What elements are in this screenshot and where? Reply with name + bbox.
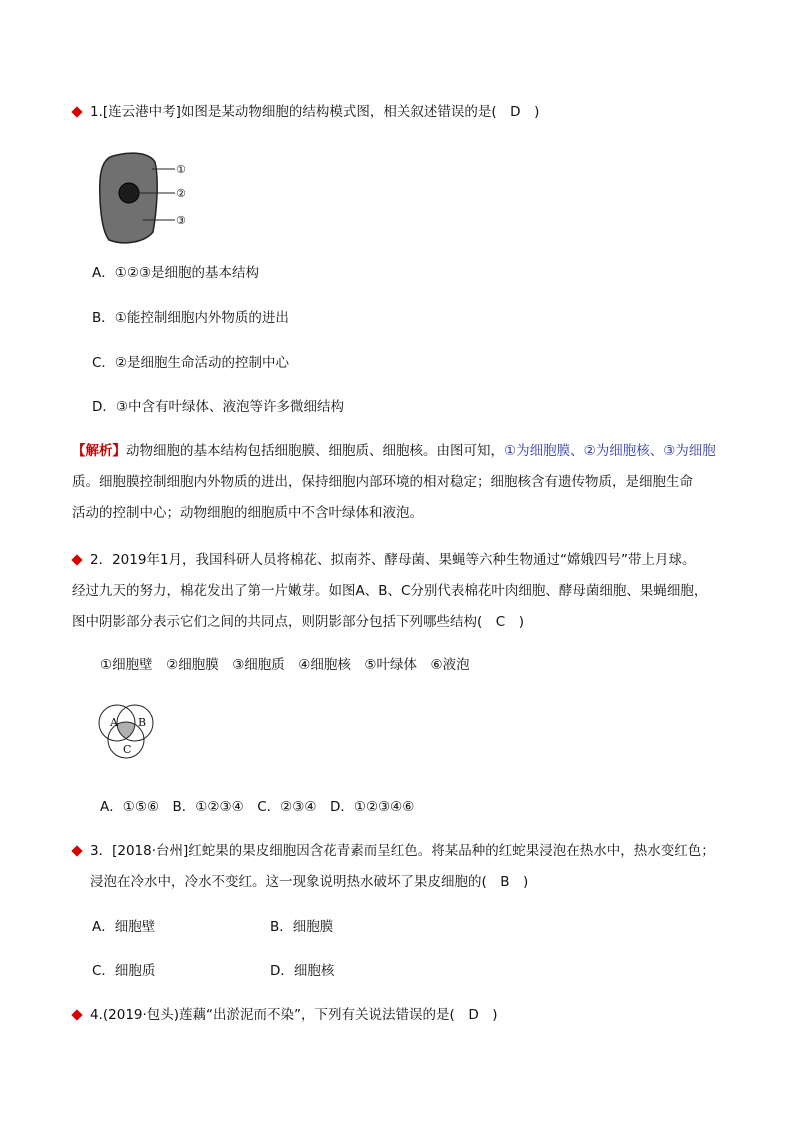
q3-option-a: A．细胞壁 <box>92 919 156 935</box>
q1-bullet-icon <box>71 106 82 117</box>
label-1: ① <box>176 163 186 176</box>
venn-label-c: C <box>123 743 132 756</box>
venn-label-b: B <box>138 716 147 729</box>
label-2: ② <box>176 187 186 200</box>
q2-items: ①细胞壁 ②细胞膜 ③细胞质 ④细胞核 ⑤叶绿体 ⑥液泡 <box>100 657 470 673</box>
q1-option-d: D．③中含有叶绿体、液泡等许多微细结构 <box>92 399 344 415</box>
q2-stem-line3: 图中阴影部分表示它们之间的共同点，则阴影部分包括下列哪些结构( C ) <box>72 614 524 630</box>
q3-option-b: B．细胞膜 <box>270 919 334 935</box>
analysis-text-a: 动物细胞的基本结构包括细胞膜、细胞质、细胞核。由图可知， <box>126 443 504 459</box>
venn-label-a: A <box>110 716 118 729</box>
q1-analysis-line3: 活动的控制中心；动物细胞的细胞质中不含叶绿体和液泡。 <box>72 505 423 521</box>
q1-analysis-line1 <box>72 441 716 461</box>
q3-stem-line1: 3．[2018·台州]红蛇果的果皮细胞因含花青素而呈红色。将某品种的红蛇果浸泡在热水中，热水变红色； <box>90 843 715 859</box>
q3-bullet-icon <box>71 845 82 856</box>
q4-bullet-icon <box>71 1009 82 1020</box>
q2-options: A．①⑤⑥ B．①②③④ C．②③④ D．①②③④⑥ <box>100 799 415 815</box>
q1-option-b: B．①能控制细胞内外物质的进出 <box>92 310 289 326</box>
label-3: ③ <box>176 214 186 227</box>
analysis-text-b: ①为细胞膜、②为细胞核、③为细胞 <box>504 443 716 459</box>
q3-option-c: C．细胞质 <box>92 963 156 979</box>
q4-stem: 4.(2019·包头)莲藕“出淤泥而不染”，下列有关说法错误的是( D ) <box>90 1007 498 1023</box>
q3-option-d: D．细胞核 <box>270 963 335 979</box>
q1-option-a: A．①②③是细胞的基本结构 <box>92 265 260 281</box>
q2-stem-line1: 2．2019年1月，我国科研人员将棉花、拟南芥、酵母菌、果蝇等六种生物通过“嫦娥四号”带上月球。 <box>90 552 696 568</box>
q2-venn-diagram <box>95 700 180 772</box>
q2-stem-line2: 经过九天的努力，棉花发出了第一片嫩芽。如图A、B、C分别代表棉花叶肉细胞、酵母菌细胞、果蝇细胞， <box>72 583 708 599</box>
q1-option-c: C．②是细胞生命活动的控制中心 <box>92 355 290 371</box>
q3-stem-line2: 浸泡在冷水中，冷水不变红。这一现象说明热水破坏了果皮细胞的( B ) <box>90 874 529 890</box>
q2-bullet-icon <box>71 554 82 565</box>
analysis-tag: 【解析】 <box>72 443 126 459</box>
q1-cell-diagram <box>95 150 205 250</box>
q1-analysis-line2: 质。细胞膜控制细胞内外物质的进出，保持细胞内部环境的相对稳定；细胞核含有遗传物质，是细胞生命 <box>72 474 693 490</box>
q1-stem: 1.[连云港中考]如图是某动物细胞的结构模式图，相关叙述错误的是( D ) <box>90 104 540 120</box>
